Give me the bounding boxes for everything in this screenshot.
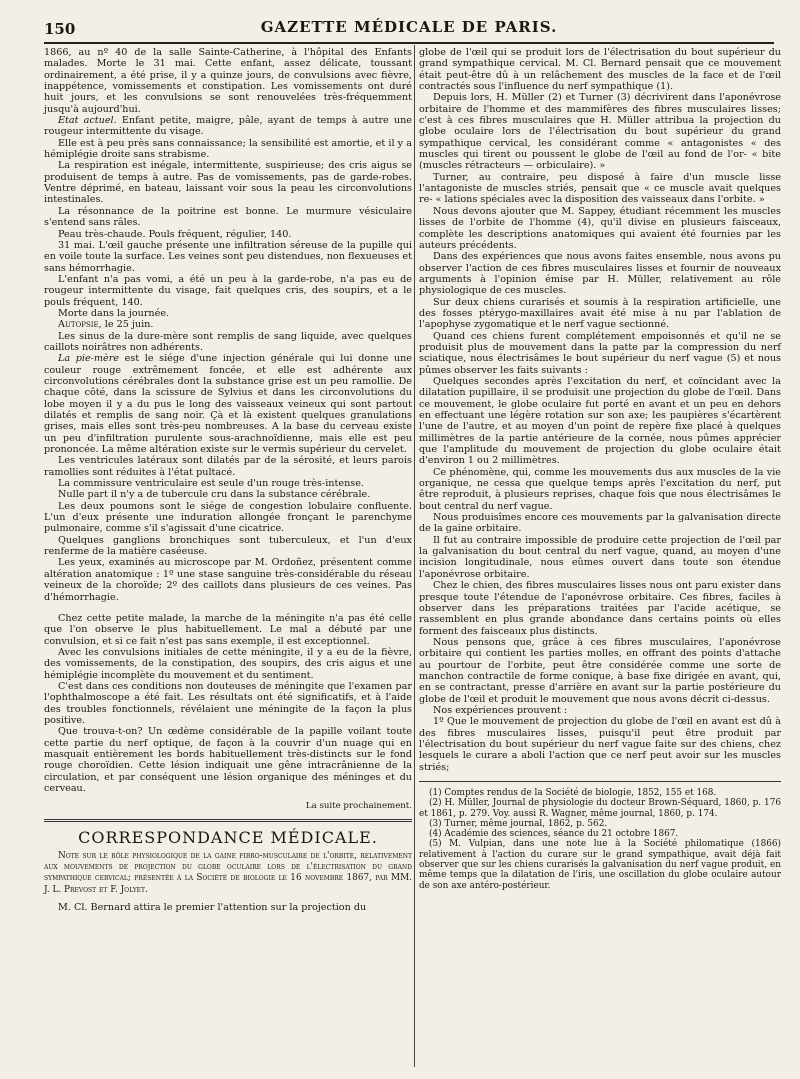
article-paragraph: M. Cl. Bernard attira le premier l'attention sur la projection du <box>58 901 367 913</box>
case-paragraph: La respiration est inégale, intermittente, suspirieuse; des cris aigus se produisent de temps à autre. Pas de vomissements, pas de garde-robes. Ventre déprimé, en bateau, laissant voir sous la peau les circonvolutions intestinales. <box>44 160 412 206</box>
article-paragraph: Nous produisîmes encore ces mouvements par la galvanisation directe de la gaine orbitaire. <box>419 512 781 535</box>
case-paragraph: Autopsie, le 25 juin. <box>58 319 154 331</box>
article-paragraph: Sur deux chiens curarisés et soumis à la respiration artificielle, une des fosses ptérygo-maxillaires avait été mise à nu par l'ablation de l'apophyse zygomatique et le nerf vague sectionné. <box>419 296 781 331</box>
case-paragraph: Etat actuel. Enfant petite, maigre, pâle, ayant de temps à autre une rougeur intermittente du visage. <box>44 115 412 138</box>
article-paragraph: globe de l'œil qui se produit lors de l'électrisation du bout supérieur du grand sympathique cervical. M. Cl. Bernard pensait que ce mouvement était peut-être dû à un relâchement des muscles de la face et de l'œil contractés sous l'influence du nerf sympathique (1). <box>419 47 781 93</box>
case-paragraph: Les yeux, examinés au microscope par M. Ordoñez, présentent comme altération anatomique : 1º une stase sanguine très-considérable du réseau veineux de la choroïde; 2º des caillots dans plusieurs de ces veines. Pas d'hémorrhagie. <box>44 557 412 603</box>
article-paragraph: 1º Que le mouvement de projection du globe de l'œil en avant est dû à des fibres musculaires lisses, puisqu'il peut être produit par l'électrisation du bout supérieur du nerf vague faite sur des chiens, chez lesquels le curare a aboli l'action que ce nerf peut avoir sur les muscles striés; <box>419 716 781 773</box>
case-paragraph: Elle est à peu près sans connaissance; la sensibilité est amortie, et il y a hémiplégie droite sans strabisme. <box>44 137 412 161</box>
left-column <box>44 47 412 913</box>
footnote: (3) Turner, même journal, 1862, p. 562. <box>429 818 608 829</box>
label-etat-actuel: Etat actuel. <box>58 115 117 127</box>
article-paragraph: Quelques secondes après l'excitation du nerf, et coïncidant avec la dilatation pupillaire, il se produisit une projection du globe de l'œil. Dans ce mouvement, le globe oculaire fut porté en avant et un peu en dehors en effectuant une légère rotation sur son axe; les paupières s'écartèrent l'une de l'autre, et au moyen d'un point de repère fixe placé à quelques millimètres de la partie antérieure de la cornée, nous pûmes apprécier que l'amplitude du mouvement de projection du globe oculaire était d'environ 1 ou 2 millimètres. <box>419 375 781 467</box>
label-pie-mere: La pie-mère <box>58 353 120 365</box>
page-header <box>44 16 774 42</box>
case-paragraph: Morte dans la journée. <box>58 307 170 319</box>
case-paragraph: Quelques ganglions bronchiques sont tuberculeux, et l'un d'eux renferme de la matière caséeuse. <box>44 534 412 558</box>
label-autopsie: Autopsie, <box>58 319 102 331</box>
article-paragraph: Turner, au contraire, peu disposé à faire d'un muscle lisse l'antagoniste de muscles striés, pensait que « ce muscle avait quelques re- « lations spéciales avec la disposition des vaisseaux dans l'orbite. » <box>419 171 781 206</box>
case-paragraph: Les deux poumons sont le siége de congestion lobulaire confluente. L'un d'eux présente une induration allongée fronçant le parenchyme pulmonaire, comme s'il s'agissait d'une cicatrice. <box>44 500 412 535</box>
footnote: (4) Académie des sciences, séance du 21 octobre 1867. <box>429 829 679 840</box>
page-number: 150 <box>44 20 76 38</box>
discussion-paragraph: Chez cette petite malade, la marche de la méningite n'a pas été celle que l'on observe le plus habituellement. Le mal a débuté par une convulsion, et si ce fait n'est pas sans exemple, il est exceptionnel. <box>44 612 412 647</box>
article-title: Note sur le rôle physiologique de la gaine fibro-musculaire de l'orbite, relativement aux mouvements de projection du globe oculaire lors de l'électrisation du grand sympathique cervical; présentée à la Société de biologie le 16 novembre 1867, par MM. J. L. Prevost et F. Jolyet. <box>44 851 412 895</box>
case-paragraph: Les sinus de la dure-mère sont remplis de sang liquide, avec quelques caillots noirâtres non adhérents. <box>44 330 412 353</box>
footnote: (2) H. Müller, Journal de physiologie du docteur Brown-Séquard, 1860, p. 176 et 1861, p. 279. Voy. aussi R. Wagner, même journal, 1860, p. 174. <box>419 798 781 819</box>
article-paragraph: Il fut au contraire impossible de produire cette projection de l'œil par la galvanisation du bout central du nerf vague, quand, au moyen d'une incision longitudinale, nous eûmes ouvert dans toute son étendue l'aponévrose orbitaire. <box>419 534 781 580</box>
case-paragraph: L'enfant n'a pas vomi, a été un peu à la garde-robe, n'a pas eu de rougeur intermittente du visage, fait quelques cris, des soupirs, et a le pouls fréquent, 140. <box>44 273 412 308</box>
footnote: (5) M. Vulpian, dans une note lue à la Société philomatique (1866) relativement à l'action du curare sur le grand sympathique, avait déjà fait observer que sur les chiens curarisés la galvanisation du nerf vague produit, en même temps que la dilatation de l'iris, une oscillation du globe oculaire autour de son axe antéro-postérieur. <box>419 839 781 891</box>
journal-title: GAZETTE MÉDICALE DE PARIS. <box>260 18 558 36</box>
column-divider <box>414 45 415 1067</box>
discussion-paragraph: Que trouva-t-on? Un œdème considérable de la papille voilant toute cette partie du nerf optique, de façon à la couvrir d'un nuage qui en masquait entièrement les bords habituellement très-distincts sur le fond rouge choroïdien. Cette lésion indiquait une gêne intracrânienne de la circulation, et par conséquent une lésion organique des méninges et du cerveau. <box>44 726 412 794</box>
article-paragraph: Quand ces chiens furent complétement empoisonnés et qu'il ne se produisit plus de mouvement dans la patte par la compression du nerf sciatique, nous électrisâmes le bout supérieur du nerf vague (5) et nous pûmes observer les faits suivants : <box>419 330 781 376</box>
section-rule <box>44 819 412 822</box>
case-paragraph: 1866, au nº 40 de la salle Sainte-Catherine, à l'hôpital des Enfants malades. Morte le 31 mai. Cette enfant, assez délicate, toussant ordinairement, a été prise, il y a quinze jours, de convulsions avec fièvre, inappétence, vomissements et constipation. Les vomissements ont duré huit jours, et les convulsions se sont renouvelées très-fréquemment jusqu'à aujourd'hui. <box>44 47 412 115</box>
case-paragraph: La commissure ventriculaire est seule d'un rouge très-intense. <box>58 478 364 490</box>
section-title: CORRESPONDANCE MÉDICALE. <box>78 827 378 847</box>
footnotes <box>419 788 781 891</box>
article-paragraph: Dans des expériences que nous avons faites ensemble, nous avons pu observer l'action de ces fibres musculaires lisses et fournir de nouveaux arguments à l'opinion émise par H. Müller, relativement au rôle physiologique de ces muscles. <box>419 251 781 297</box>
article-paragraph: Depuis lors, H. Müller (2) et Turner (3) décrivirent dans l'aponévrose orbitaire de l'homme et des mammifères des fibres musculaires lisses; c'est à ces fibres musculaires que H. Müller attribua la projection du globe oculaire lors de l'électrisation du bout supérieur du grand sympathique cervical, les considérant comme « antagonistes « des muscles qui tirent ou poussent le globe de l'œil au fond de l'or- « bite (muscles rétracteurs — orbiculaire). » <box>419 92 781 172</box>
article-paragraph: Nous pensons que, grâce à ces fibres musculaires, l'aponévrose orbitaire qui contient les parties molles, en offrant des points d'attache au pourtour de l'orbite, peut être considérée comme une sorte de manchon contractile de forme conique, à base fixe dirigée en avant, qui, en se contractant, presse d'arrière en avant sur la partie postérieure du globe de l'œil et produit le mouvement que nous avons décrit ci-dessus. <box>419 636 781 705</box>
case-paragraph: La pie-mère est le siége d'une injection générale qui lui donne une couleur rouge extrêmement foncée, et elle est adhérente aux circonvolutions cérébrales dont la substance grise est un peu ramollie. De chaque côté, dans la scissure de Sylvius et dans les circonvolutions du lobe moyen il y a du pus le long des vaisseaux veineux qui sont partout dilatés et remplis de sang noir. Çà et là existent quelques granulations grises, mais elles sont très-peu nombreuses. A la base du cerveau existe un peu d'infiltration purulente sous-arachnoïdienne, mais elle est peu prononcée. La même altération existe sur le vermis supérieur du cervelet. <box>44 353 412 456</box>
article-paragraph: Chez le chien, des fibres musculaires lisses nous ont paru exister dans presque toute l'étendue de l'aponévrose orbitaire. Ces fibres, faciles à observer dans les préparations traitées par l'acide acétique, se rassemblent en plus grande abondance dans certains points où elles forment des faisceaux plus distincts. <box>419 580 781 637</box>
footnote: (1) Comptes rendus de la Société de biologie, 1852, 155 et 168. <box>429 788 717 798</box>
discussion-paragraph: C'est dans ces conditions non douteuses de méningite que l'examen par l'ophthalmoscope a été fait. Les résultats ont été significatifs, et à l'aide des troubles fonctionnels, révélaient une méningite de la façon la plus positive. <box>44 680 412 726</box>
article-paragraph: Nous devons ajouter que M. Sappey, étudiant récemment les muscles lisses de l'orbite de l'homme (4), qu'il divise en plusieurs faisceaux, complète les descriptions anatomiques qui avaient été fournies par les auteurs précédents. <box>419 205 781 251</box>
article-paragraph: Nos expériences prouvent : <box>433 704 568 716</box>
case-paragraph: Nulle part il n'y a de tubercule cru dans la substance cérébrale. <box>58 489 371 501</box>
article-paragraph: Ce phénomène, qui, comme les mouvements dus aux muscles de la vie organique, ne cessa que quelque temps après l'excitation du nerf, put être reproduit, à plusieurs reprises, chaque fois que nous électrisâmes le bout central du nerf vague. <box>419 466 781 512</box>
case-paragraph: 31 mai. L'œil gauche présente une infiltration séreuse de la pupille qui en voile toute la surface. Les veines sont peu distendues, non flexueuses et sans hémorrhagie. <box>44 239 412 274</box>
continuation-note: La suite prochainement. <box>305 801 412 812</box>
discussion-paragraph: Avec les convulsions initiales de cette méningite, il y a eu de la fièvre, des vomissements, de la constipation, des soupirs, des cris aigus et une hémiplégie incomplète du mouvement et du sentiment. <box>44 646 412 681</box>
case-paragraph: Peau très-chaude. Pouls fréquent, régulier, 140. <box>58 228 292 240</box>
header-rule <box>44 42 774 44</box>
right-column <box>419 47 781 891</box>
footnotes-rule <box>419 781 781 782</box>
case-paragraph: La résonnance de la poitrine est bonne. Le murmure vésiculaire s'entend sans râles. <box>44 205 412 229</box>
case-paragraph: Les ventricules latéraux sont dilatés par de la sérosité, et leurs parois ramollies sont réduites à l'état pultacé. <box>44 455 412 478</box>
